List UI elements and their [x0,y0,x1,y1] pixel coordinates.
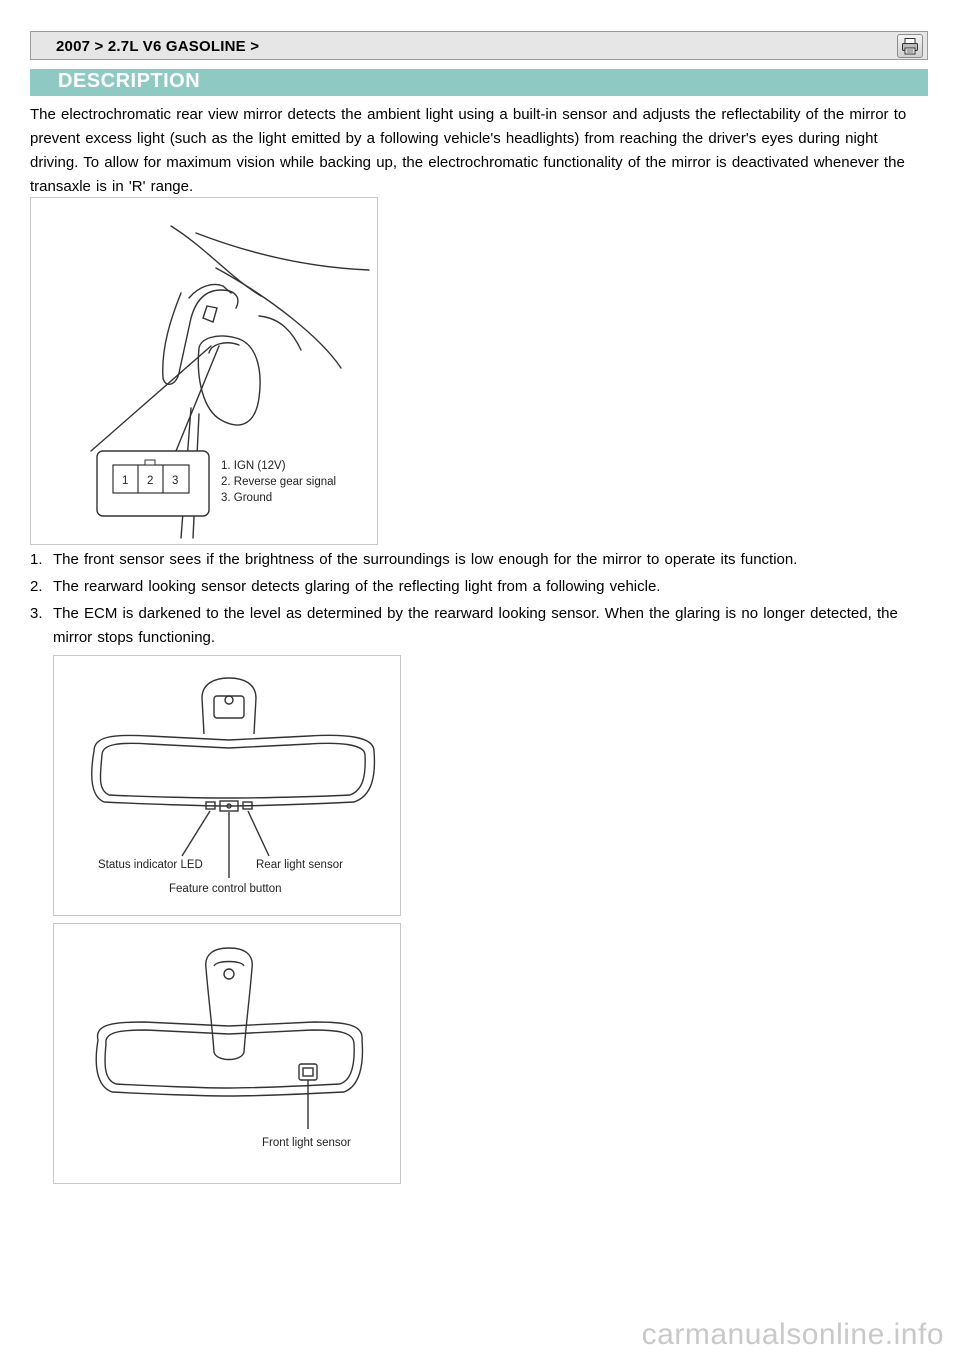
legend-item: 1. IGN (12V) [221,460,286,472]
steps-list [30,545,910,650]
print-button[interactable] [897,34,923,58]
description-paragraph: The electrochromatic rear view mirror detects the ambient light using a built-in sensor and adjusts the reflectability of the mirror to prevent excess light (such as the light emitted by a following vehicle's headlights) from reaching the driver's eyes during night driving. To allow for maximum vision while backing up, the electrochromatic functionality of the mirror is deactivated whenever the transaxle is in 'R' range. [30,106,907,195]
pin-label-1: 1 [122,475,129,487]
feature-button-label: Feature control button [169,883,282,895]
list-item [30,575,910,599]
breadcrumb: 2007 > 2.7L V6 GASOLINE > [56,38,260,55]
list-item [30,602,910,650]
legend-item: 2. Reverse gear signal [221,476,337,488]
status-led-label: Status indicator LED [98,859,203,871]
breadcrumb-bar [30,31,928,60]
pin-label-2: 2 [147,475,154,487]
printer-icon [901,37,919,55]
mirror-front-view-diagram [53,923,401,1184]
mirror-rear-view-diagram [53,655,401,916]
step-text: The front sensor sees if the brightness of the surroundings is low enough for the mirror to operate its function. [53,551,798,568]
step-number: 2. [30,578,43,595]
watermark: carmanualsonline.info [641,1318,944,1351]
step-number: 1. [30,551,43,568]
legend-item: 3. Ground [221,492,273,504]
section-header [30,69,928,96]
step-text: The rearward looking sensor detects glaring of the reflecting light from a following vehicle. [53,578,661,595]
mirror-connector-diagram [30,197,378,545]
section-title: DESCRIPTION [58,70,201,92]
step-number: 3. [30,605,43,622]
front-sensor-label: Front light sensor [262,1137,351,1149]
rear-sensor-label: Rear light sensor [256,859,343,871]
step-text: The ECM is darkened to the level as determined by the rearward looking sensor. When the glaring is no longer detected, the mirror stops functioning. [53,605,898,646]
list-item [30,548,910,572]
pin-label-3: 3 [172,475,179,487]
